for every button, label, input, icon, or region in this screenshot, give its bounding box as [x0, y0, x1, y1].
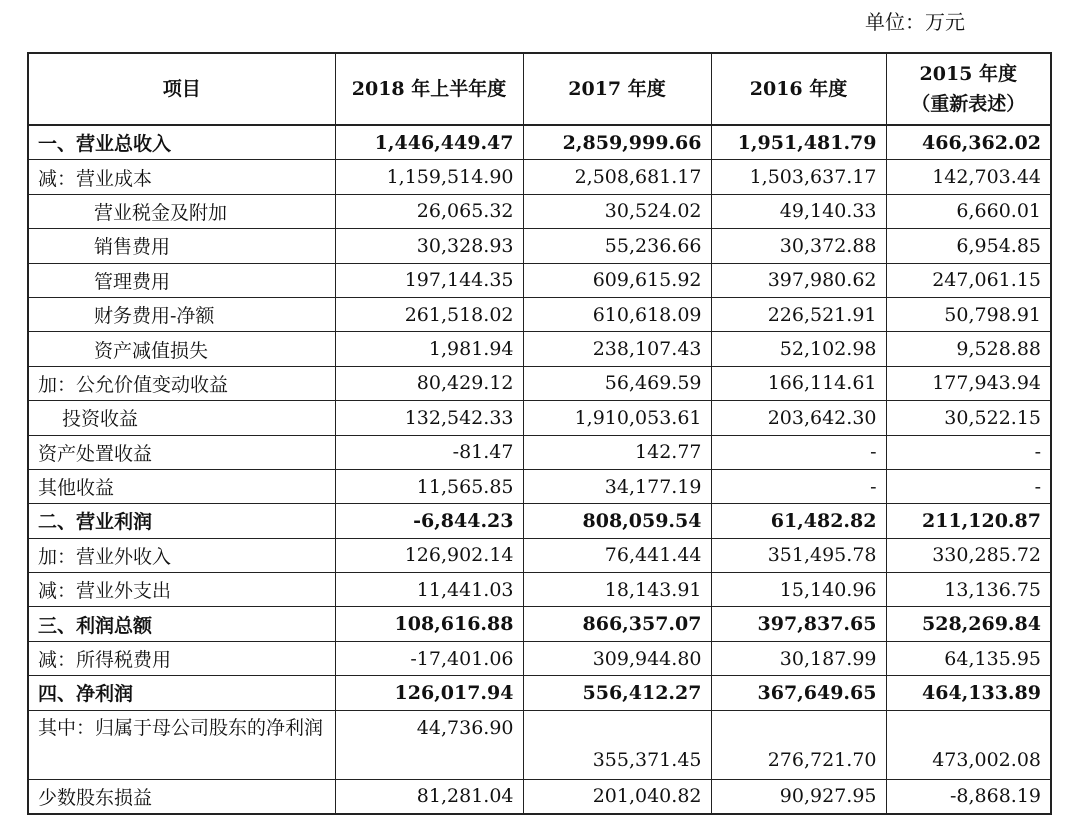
cell-value: 15,140.96 [711, 573, 886, 607]
cell-value: 9,528.88 [886, 332, 1051, 366]
header-2016: 2016 年度 [711, 53, 886, 125]
cell-value: 90,927.95 [711, 779, 886, 814]
table-row [28, 504, 1051, 538]
cell-value: 30,328.93 [335, 229, 523, 263]
row-label: 三、利润总额 [28, 607, 335, 641]
row-label: 其他收益 [28, 469, 335, 503]
row-label: 资产处置收益 [28, 435, 335, 469]
cell-value: 238,107.43 [523, 332, 711, 366]
cell-value: 1,951,481.79 [711, 125, 886, 160]
cell-value: 50,798.91 [886, 297, 1051, 331]
table-row [28, 194, 1051, 228]
table-row [28, 229, 1051, 263]
row-label: 减：所得税费用 [28, 641, 335, 675]
row-label: 一、营业总收入 [28, 125, 335, 160]
cell-value: 26,065.32 [335, 194, 523, 228]
row-label: 少数股东损益 [28, 779, 335, 814]
cell-value: 81,281.04 [335, 779, 523, 814]
row-label: 其中：归属于母公司股东的净利润 [28, 710, 335, 779]
table-row [28, 366, 1051, 400]
cell-value: 201,040.82 [523, 779, 711, 814]
cell-value: 1,446,449.47 [335, 125, 523, 160]
cell-value: 1,159,514.90 [335, 160, 523, 194]
cell-value: 610,618.09 [523, 297, 711, 331]
cell-value: 330,285.72 [886, 538, 1051, 572]
cell-value: 6,954.85 [886, 229, 1051, 263]
cell-value: 142.77 [523, 435, 711, 469]
row-label: 减：营业成本 [28, 160, 335, 194]
header-item: 项目 [28, 53, 335, 125]
table-row [28, 676, 1051, 710]
cell-value: - [886, 469, 1051, 503]
table-row [28, 710, 1051, 779]
cell-value: 866,357.07 [523, 607, 711, 641]
cell-value: 473,002.08 [886, 710, 1051, 779]
row-label: 加：公允价值变动收益 [28, 366, 335, 400]
table-row [28, 401, 1051, 435]
cell-value: 261,518.02 [335, 297, 523, 331]
header-2017: 2017 年度 [523, 53, 711, 125]
cell-value: 609,615.92 [523, 263, 711, 297]
cell-value: -17,401.06 [335, 641, 523, 675]
cell-value: 464,133.89 [886, 676, 1051, 710]
row-label: 销售费用 [28, 229, 335, 263]
cell-value: 556,412.27 [523, 676, 711, 710]
cell-value: 132,542.33 [335, 401, 523, 435]
cell-value: 528,269.84 [886, 607, 1051, 641]
cell-value: 30,372.88 [711, 229, 886, 263]
cell-value: -6,844.23 [335, 504, 523, 538]
table-row [28, 469, 1051, 503]
cell-value: 76,441.44 [523, 538, 711, 572]
cell-value: 6,660.01 [886, 194, 1051, 228]
cell-value: 367,649.65 [711, 676, 886, 710]
cell-value: 108,616.88 [335, 607, 523, 641]
cell-value: 276,721.70 [711, 710, 886, 779]
cell-value: 34,177.19 [523, 469, 711, 503]
cell-value: 1,981.94 [335, 332, 523, 366]
row-label: 二、营业利润 [28, 504, 335, 538]
cell-value: 30,522.15 [886, 401, 1051, 435]
header-row [28, 53, 1051, 125]
cell-value: 397,837.65 [711, 607, 886, 641]
row-label: 财务费用-净额 [28, 297, 335, 331]
cell-value: 142,703.44 [886, 160, 1051, 194]
row-label: 营业税金及附加 [28, 194, 335, 228]
cell-value: 126,017.94 [335, 676, 523, 710]
cell-value: 203,642.30 [711, 401, 886, 435]
cell-value: 11,565.85 [335, 469, 523, 503]
table-row [28, 641, 1051, 675]
table-row [28, 297, 1051, 331]
cell-value: 30,524.02 [523, 194, 711, 228]
cell-value: 247,061.15 [886, 263, 1051, 297]
cell-value: 18,143.91 [523, 573, 711, 607]
cell-value: 309,944.80 [523, 641, 711, 675]
cell-value: 397,980.62 [711, 263, 886, 297]
table-row [28, 160, 1051, 194]
cell-value: 177,943.94 [886, 366, 1051, 400]
cell-value: 226,521.91 [711, 297, 886, 331]
cell-value: 466,362.02 [886, 125, 1051, 160]
cell-value: - [711, 469, 886, 503]
cell-value: 1,910,053.61 [523, 401, 711, 435]
cell-value: 11,441.03 [335, 573, 523, 607]
row-label: 加：营业外收入 [28, 538, 335, 572]
row-label: 四、净利润 [28, 676, 335, 710]
table-row [28, 573, 1051, 607]
cell-value: 197,144.35 [335, 263, 523, 297]
cell-value: 64,135.95 [886, 641, 1051, 675]
cell-value: - [886, 435, 1051, 469]
row-label: 资产减值损失 [28, 332, 335, 366]
income-statement-table [27, 52, 1052, 815]
table-row [28, 538, 1051, 572]
cell-value: -8,868.19 [886, 779, 1051, 814]
cell-value: 52,102.98 [711, 332, 886, 366]
table-row [28, 435, 1051, 469]
cell-value: 80,429.12 [335, 366, 523, 400]
cell-value: 13,136.75 [886, 573, 1051, 607]
cell-value: 211,120.87 [886, 504, 1051, 538]
header-2015-year: 2015 年度 [919, 63, 1017, 85]
cell-value: 355,371.45 [523, 710, 711, 779]
cell-value: 2,859,999.66 [523, 125, 711, 160]
cell-value: 56,469.59 [523, 366, 711, 400]
unit-label: 单位：万元 [865, 10, 965, 34]
cell-value: 49,140.33 [711, 194, 886, 228]
table-row [28, 779, 1051, 814]
cell-value: 55,236.66 [523, 229, 711, 263]
cell-value: 44,736.90 [335, 710, 523, 779]
cell-value: 1,503,637.17 [711, 160, 886, 194]
cell-value: 351,495.78 [711, 538, 886, 572]
table-row [28, 263, 1051, 297]
header-2018h1: 2018 年上半年度 [335, 53, 523, 125]
cell-value: 2,508,681.17 [523, 160, 711, 194]
row-label: 管理费用 [28, 263, 335, 297]
table-row [28, 332, 1051, 366]
header-2015-note: （重新表述） [911, 93, 1026, 115]
cell-value: 61,482.82 [711, 504, 886, 538]
cell-value: 30,187.99 [711, 641, 886, 675]
cell-value: 166,114.61 [711, 366, 886, 400]
cell-value: -81.47 [335, 435, 523, 469]
cell-value: 808,059.54 [523, 504, 711, 538]
cell-value: - [711, 435, 886, 469]
header-2015 [886, 53, 1051, 125]
table-row [28, 607, 1051, 641]
cell-value: 126,902.14 [335, 538, 523, 572]
table-row [28, 125, 1051, 160]
row-label: 投资收益 [28, 401, 335, 435]
row-label: 减：营业外支出 [28, 573, 335, 607]
